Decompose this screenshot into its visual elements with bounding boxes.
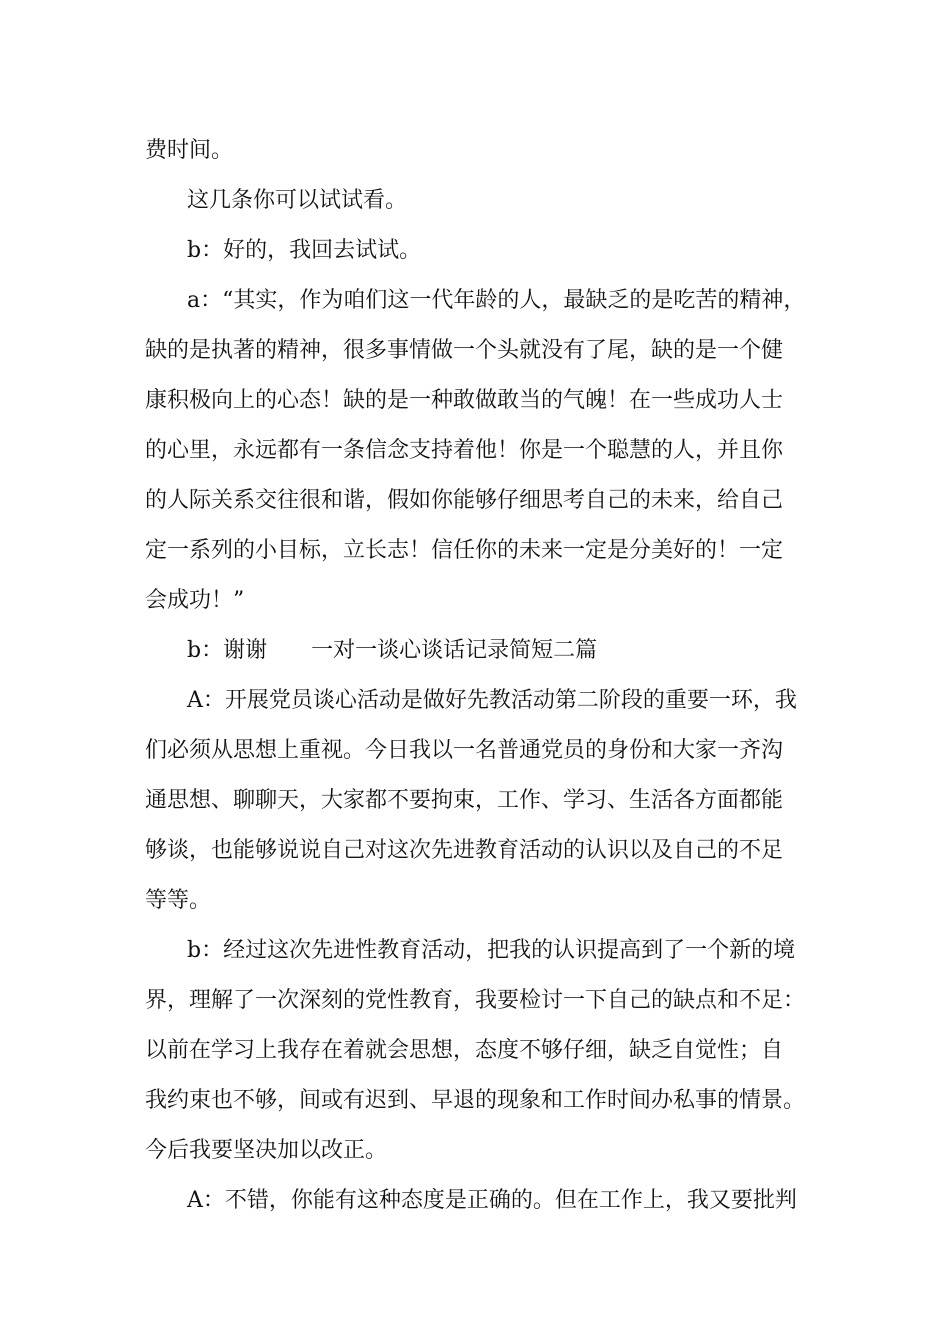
text-line: 以前在学习上我存在着就会思想，态度不够仔细，缺乏自觉性；自 — [145, 1038, 784, 1063]
text-line: A：开展党员谈心活动是做好先教活动第二阶段的重要一环，我 — [187, 688, 797, 713]
text-line: 康积极向上的心态！缺的是一种敢做敢当的气魄！在一些成功人士 — [145, 388, 784, 413]
text-line: 的人际关系交往很和谐，假如你能够仔细思考自己的未来，给自己 — [145, 488, 784, 513]
text-line: 们必须从思想上重视。今日我以一名普通党员的身份和大家一齐沟 — [145, 738, 784, 763]
text-line: b：好的，我回去试试。 — [187, 238, 422, 263]
text-line: 这几条你可以试试看。 — [187, 188, 408, 213]
text-line: b：经过这次先进性教育活动，把我的认识提高到了一个新的境 — [187, 938, 796, 963]
text-line: b：谢谢 一对一谈心谈话记录简短二篇 — [187, 638, 598, 663]
text-line: a：“其实，作为咱们这一代年龄的人，最缺乏的是吃苦的精神， — [187, 288, 806, 313]
text-line: 费时间。 — [145, 138, 234, 163]
text-line: 界，理解了一次深刻的党性教育，我要检讨一下自己的缺点和不足： — [145, 988, 806, 1013]
text-line: 等等。 — [145, 888, 212, 913]
text-line: 的心里，永远都有一条信念支持着他！你是一个聪慧的人，并且你 — [145, 438, 784, 463]
text-line: 会成功！” — [145, 588, 245, 613]
text-line: 我约束也不够，间或有迟到、早退的现象和工作时间办私事的情景。 — [145, 1088, 806, 1113]
text-line: 缺的是执著的精神，很多事情做一个头就没有了尾，缺的是一个健 — [145, 338, 784, 363]
text-line: 通思想、聊聊天，大家都不要拘束，工作、学习、生活各方面都能 — [145, 788, 784, 813]
text-line: 够谈，也能够说说自己对这次先进教育活动的认识以及自己的不足 — [145, 838, 784, 863]
text-line: 今后我要坚决加以改正。 — [145, 1138, 388, 1163]
text-line: A：不错，你能有这种态度是正确的。但在工作上，我又要批判 — [187, 1188, 797, 1213]
text-line: 定一系列的小目标，立长志！信任你的未来一定是分美好的！一定 — [145, 538, 784, 563]
